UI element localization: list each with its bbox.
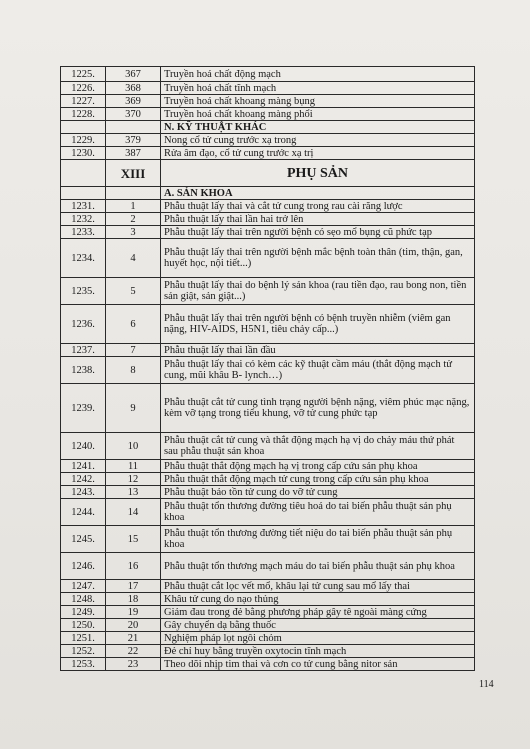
- row-code: 379: [106, 134, 161, 147]
- row-code: 5: [106, 278, 161, 305]
- row-code: 14: [106, 499, 161, 526]
- row-code: 21: [106, 632, 161, 645]
- row-number: 1246.: [61, 553, 106, 580]
- row-number: 1250.: [61, 619, 106, 632]
- empty-cell: [61, 121, 106, 134]
- chapter-number: XIII: [106, 160, 161, 187]
- row-code: 10: [106, 433, 161, 460]
- table-row: [61, 239, 475, 278]
- table-row: [61, 305, 475, 344]
- table-row: [61, 200, 475, 213]
- table-row: [61, 226, 475, 239]
- row-code: 12: [106, 473, 161, 486]
- row-number: 1248.: [61, 593, 106, 606]
- row-code: 13: [106, 486, 161, 499]
- row-procedure: Phẫu thuật bảo tồn tử cung do vỡ tử cung: [161, 486, 475, 499]
- procedure-table: [60, 66, 475, 671]
- row-code: 11: [106, 460, 161, 473]
- row-code: 19: [106, 606, 161, 619]
- row-code: 15: [106, 526, 161, 553]
- row-procedure: Giảm đau trong đẻ bằng phương pháp gây tê ngoài màng cứng: [161, 606, 475, 619]
- row-procedure: Khâu tử cung do nạo thủng: [161, 593, 475, 606]
- row-procedure: Phẫu thuật cắt tử cung tình trạng người bệnh nặng, viêm phúc mạc nặng, kèm vỡ tạng trong tiểu khung, vỡ tử cung phức tạp: [161, 384, 475, 433]
- row-code: 8: [106, 357, 161, 384]
- empty-cell: [61, 187, 106, 200]
- row-procedure: Phẫu thuật thắt động mạch tử cung trong cấp cứu sản phụ khoa: [161, 473, 475, 486]
- row-code: 4: [106, 239, 161, 278]
- row-procedure: Đẻ chỉ huy bằng truyền oxytocin tĩnh mạch: [161, 645, 475, 658]
- row-number: 1245.: [61, 526, 106, 553]
- row-code: 2: [106, 213, 161, 226]
- row-procedure: Phẫu thuật tổn thương đường tiêu hoá do tai biến phẫu thuật sản phụ khoa: [161, 499, 475, 526]
- table-row: [61, 499, 475, 526]
- row-number: 1243.: [61, 486, 106, 499]
- row-procedure: Phẫu thuật lấy thai trên người bệnh có bệnh truyền nhiễm (viêm gan nặng, HIV-AIDS, H5N1, tiêu chảy cấp...): [161, 305, 475, 344]
- row-number: 1225.: [61, 67, 106, 82]
- row-procedure: Truyền hoá chất khoang màng bụng: [161, 95, 475, 108]
- row-number: 1226.: [61, 82, 106, 95]
- row-number: 1247.: [61, 580, 106, 593]
- row-number: 1236.: [61, 305, 106, 344]
- row-procedure: Phẫu thuật cắt tử cung và thắt động mạch hạ vị do chảy máu thứ phát sau phẫu thuật sản khoa: [161, 433, 475, 460]
- table-row: [61, 526, 475, 553]
- row-number: 1244.: [61, 499, 106, 526]
- row-procedure: Phẫu thuật lấy thai trên người bệnh có sẹo mổ bụng cũ phức tạp: [161, 226, 475, 239]
- table-row: [61, 344, 475, 357]
- section-heading: A. SẢN KHOA: [161, 187, 475, 200]
- row-procedure: Truyền hoá chất động mạch: [161, 67, 475, 82]
- row-number: 1234.: [61, 239, 106, 278]
- row-number: 1235.: [61, 278, 106, 305]
- row-code: 387: [106, 147, 161, 160]
- empty-cell: [106, 187, 161, 200]
- row-code: 20: [106, 619, 161, 632]
- row-number: 1238.: [61, 357, 106, 384]
- row-number: 1253.: [61, 658, 106, 671]
- section-row: [61, 187, 475, 200]
- empty-cell: [61, 160, 106, 187]
- table-row: [61, 384, 475, 433]
- row-procedure: Truyền hoá chất tĩnh mạch: [161, 82, 475, 95]
- row-number: 1242.: [61, 473, 106, 486]
- row-procedure: Nghiệm pháp lọt ngôi chỏm: [161, 632, 475, 645]
- row-number: 1228.: [61, 108, 106, 121]
- table-row: [61, 147, 475, 160]
- table-row: [61, 433, 475, 460]
- row-number: 1229.: [61, 134, 106, 147]
- row-code: 23: [106, 658, 161, 671]
- row-code: 18: [106, 593, 161, 606]
- table-row: [61, 619, 475, 632]
- page-number: 114: [479, 679, 494, 690]
- row-procedure: Phẫu thuật lấy thai lần hai trở lên: [161, 213, 475, 226]
- row-number: 1251.: [61, 632, 106, 645]
- table-row: [61, 606, 475, 619]
- row-code: 6: [106, 305, 161, 344]
- row-code: 16: [106, 553, 161, 580]
- table-row: [61, 580, 475, 593]
- chapter-title: PHỤ SẢN: [161, 160, 475, 187]
- row-number: 1241.: [61, 460, 106, 473]
- table-row: [61, 213, 475, 226]
- row-number: 1240.: [61, 433, 106, 460]
- row-number: 1252.: [61, 645, 106, 658]
- row-procedure: Phẫu thuật lấy thai lần đầu: [161, 344, 475, 357]
- row-procedure: Phẫu thuật lấy thai do bệnh lý sản khoa (rau tiền đạo, rau bong non, tiền sản giật, sản giật...): [161, 278, 475, 305]
- table-row: [61, 460, 475, 473]
- row-procedure: Phẫu thuật cắt lọc vết mổ, khâu lại tử cung sau mổ lấy thai: [161, 580, 475, 593]
- table-row: [61, 553, 475, 580]
- table-row: [61, 67, 475, 82]
- row-procedure: Nong cổ tử cung trước xạ trong: [161, 134, 475, 147]
- table-row: [61, 486, 475, 499]
- row-code: 369: [106, 95, 161, 108]
- section-row: [61, 121, 475, 134]
- row-number: 1231.: [61, 200, 106, 213]
- table-row: [61, 473, 475, 486]
- table-row: [61, 108, 475, 121]
- row-number: 1233.: [61, 226, 106, 239]
- row-code: 370: [106, 108, 161, 121]
- table-row: [61, 278, 475, 305]
- row-procedure: Phẫu thuật tổn thương mạch máu do tai biến phẫu thuật sản phụ khoa: [161, 553, 475, 580]
- row-procedure: Phẫu thuật tổn thương đường tiết niệu do tai biến phẫu thuật sản phụ khoa: [161, 526, 475, 553]
- row-number: 1239.: [61, 384, 106, 433]
- row-number: 1227.: [61, 95, 106, 108]
- row-code: 7: [106, 344, 161, 357]
- row-code: 17: [106, 580, 161, 593]
- row-procedure: Phẫu thuật thắt động mạch hạ vị trong cấp cứu sản phụ khoa: [161, 460, 475, 473]
- row-number: 1237.: [61, 344, 106, 357]
- row-code: 367: [106, 67, 161, 82]
- empty-cell: [106, 121, 161, 134]
- row-procedure: Gây chuyển dạ bằng thuốc: [161, 619, 475, 632]
- row-number: 1232.: [61, 213, 106, 226]
- row-procedure: Phẫu thuật lấy thai trên người bệnh mắc bệnh toàn thân (tim, thận, gan, huyết học, nội tiết...): [161, 239, 475, 278]
- row-code: 9: [106, 384, 161, 433]
- table-row: [61, 357, 475, 384]
- row-procedure: Theo dõi nhịp tim thai và cơn co tử cung bằng nitor sản: [161, 658, 475, 671]
- row-procedure: Rửa âm đạo, cổ tử cung trước xạ trị: [161, 147, 475, 160]
- row-procedure: Phẫu thuật lấy thai và cắt tử cung trong rau cài răng lược: [161, 200, 475, 213]
- row-number: 1249.: [61, 606, 106, 619]
- table-row: [61, 593, 475, 606]
- table-row: [61, 632, 475, 645]
- row-code: 1: [106, 200, 161, 213]
- row-procedure: Phẫu thuật lấy thai có kèm các kỹ thuật cầm máu (thắt động mạch tử cung, mũi khâu B- lynch…): [161, 357, 475, 384]
- chapter-row: [61, 160, 475, 187]
- row-procedure: Truyền hoá chất khoang màng phổi: [161, 108, 475, 121]
- row-code: 368: [106, 82, 161, 95]
- row-code: 22: [106, 645, 161, 658]
- row-code: 3: [106, 226, 161, 239]
- section-heading: N. KỸ THUẬT KHÁC: [161, 121, 475, 134]
- table-row: [61, 95, 475, 108]
- table-row: [61, 82, 475, 95]
- row-number: 1230.: [61, 147, 106, 160]
- table-row: [61, 658, 475, 671]
- table-row: [61, 134, 475, 147]
- table-row: [61, 645, 475, 658]
